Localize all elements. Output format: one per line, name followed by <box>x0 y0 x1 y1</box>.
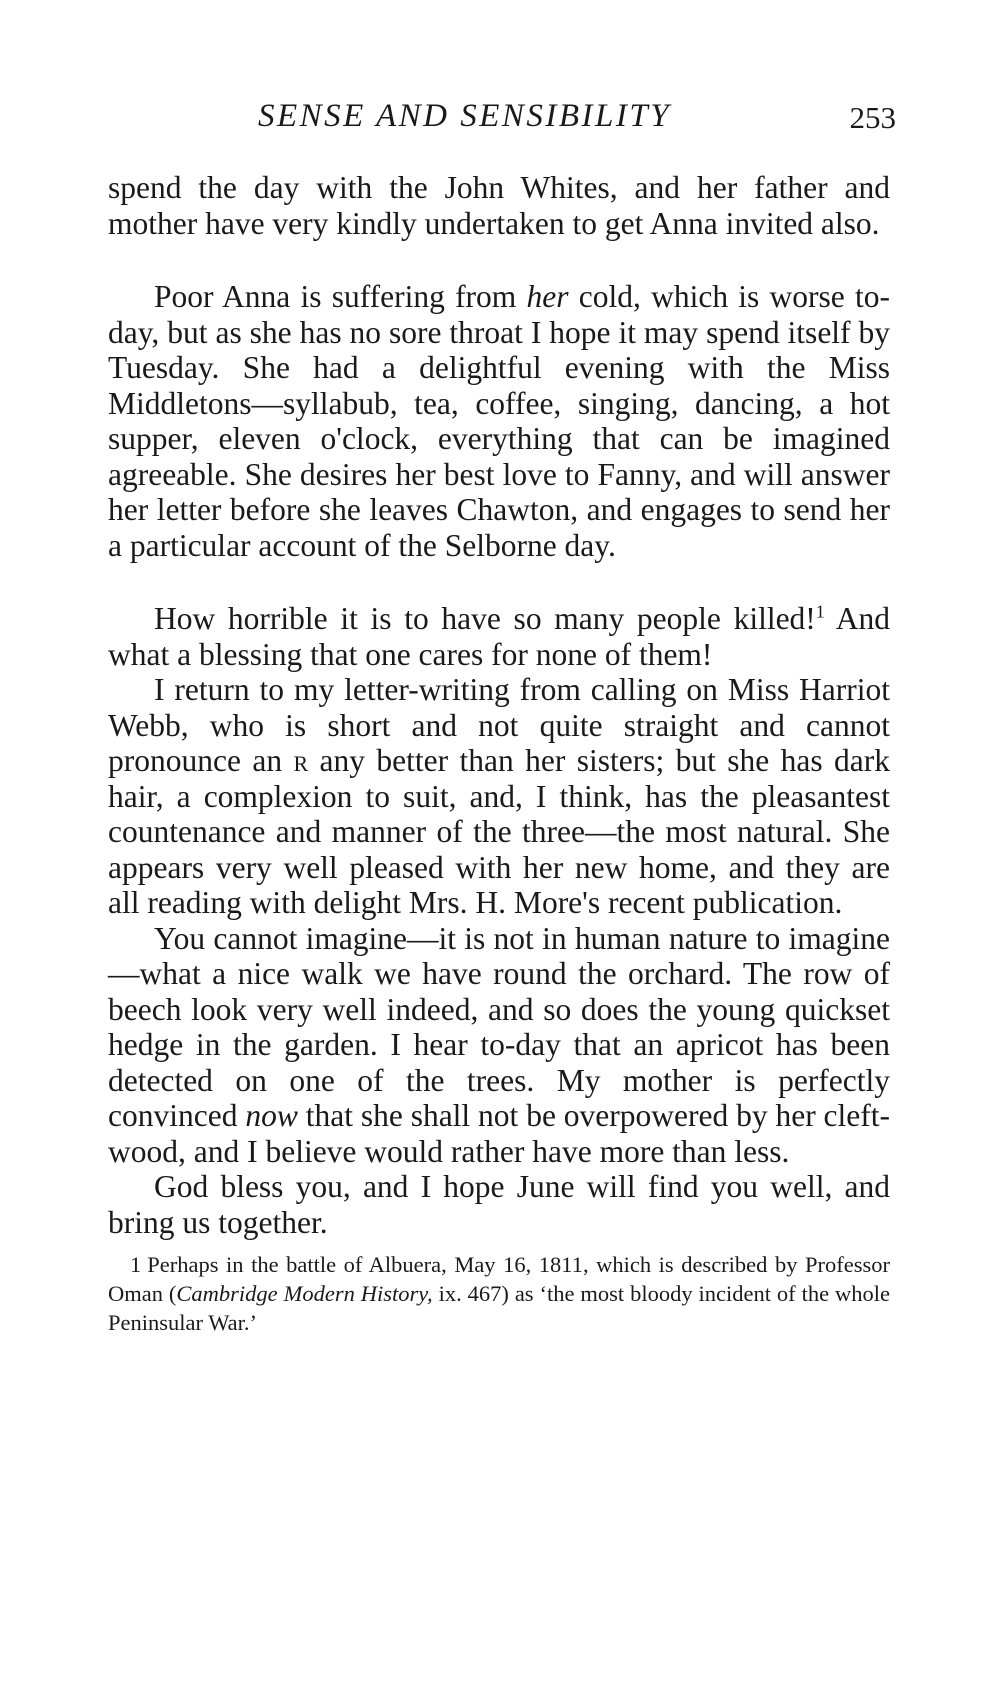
paragraph-3-text-a: How horrible it is to have so many people killed! <box>154 601 816 636</box>
paragraph-2 <box>108 279 890 563</box>
paragraph-5-text-b: that she shall not be overpowered by her cleft-wood, and I believe would rather have more than less. <box>108 1098 891 1169</box>
body-text <box>108 170 890 1240</box>
page-number: 253 <box>849 100 896 135</box>
footnote-text-b: ix. 467) as ‘the most bloody incident of the whole Peninsular War.’ <box>108 1281 891 1335</box>
paragraph-4-small-caps: r <box>293 743 309 778</box>
footnote-reference[interactable]: 1 <box>815 601 825 622</box>
page-header <box>108 98 896 140</box>
paragraph-5 <box>108 921 890 1170</box>
paragraph-5-emphasis: now <box>245 1098 298 1133</box>
book-page <box>108 98 896 1360</box>
running-title: SENSE AND SENSIBILITY <box>258 98 672 134</box>
paragraph-3-text-b: And what a blessing that one cares for none of them! <box>108 601 890 672</box>
paragraph-4-text-a: I return to my letter-writing from calling on Miss Harriot Webb, who is short and not quite straight and cannot pronounce an <box>108 672 890 778</box>
footnote-marker: 1 <box>130 1252 142 1277</box>
paragraph-2-emphasis: her <box>526 279 569 314</box>
paragraph-2-text-a: Poor Anna is suffering from <box>154 279 527 314</box>
footnote-emphasis: Cambridge Modern History, <box>176 1281 433 1306</box>
footnote-text-a: Perhaps in the battle of Albuera, May 16, 1811, which is described by Professor Oman ( <box>108 1252 890 1306</box>
paragraph-3 <box>108 601 890 672</box>
paragraph-5-text-a: You cannot imagine—it is not in human nature to imagine—what a nice walk we have round the orchard. The row of beech look very well indeed, and so does the young quickset hedge in the garden. I hear to-day that an apricot has been detected on one of the trees. My mother is perfectly convinced <box>108 920 890 1133</box>
paragraph-2-text-b: cold, which is worse to-day, but as she has no sore throat I hope it may spend itself by Tuesday. She had a delightful evening with the Miss Middletons—syllabub, tea, coffee, singing, dancing, a hot supper, eleven o'clock, everything that can be imagined agreeable. She desires her best love to Fanny, and will answer her letter before she leaves Chawton, and engages to send her a particular account of the Selborne day. <box>108 279 890 563</box>
paragraph-6: God bless you, and I hope June will find you well, and bring us together. <box>108 1169 890 1240</box>
footnote <box>108 1250 890 1337</box>
paragraph-1: spend the day with the John Whites, and her father and mother have very kindly undertaken to get Anna invited also. <box>108 170 890 241</box>
paragraph-4-text-b: any better than her sisters; but she has dark hair, a complexion to suit, and, I think, has the pleasantest countenance and manner of the three—the most natural. She appears very well pleased with her new home, and they are all reading with delight Mrs. H. More's recent publication. <box>108 743 890 920</box>
paragraph-4 <box>108 672 890 921</box>
